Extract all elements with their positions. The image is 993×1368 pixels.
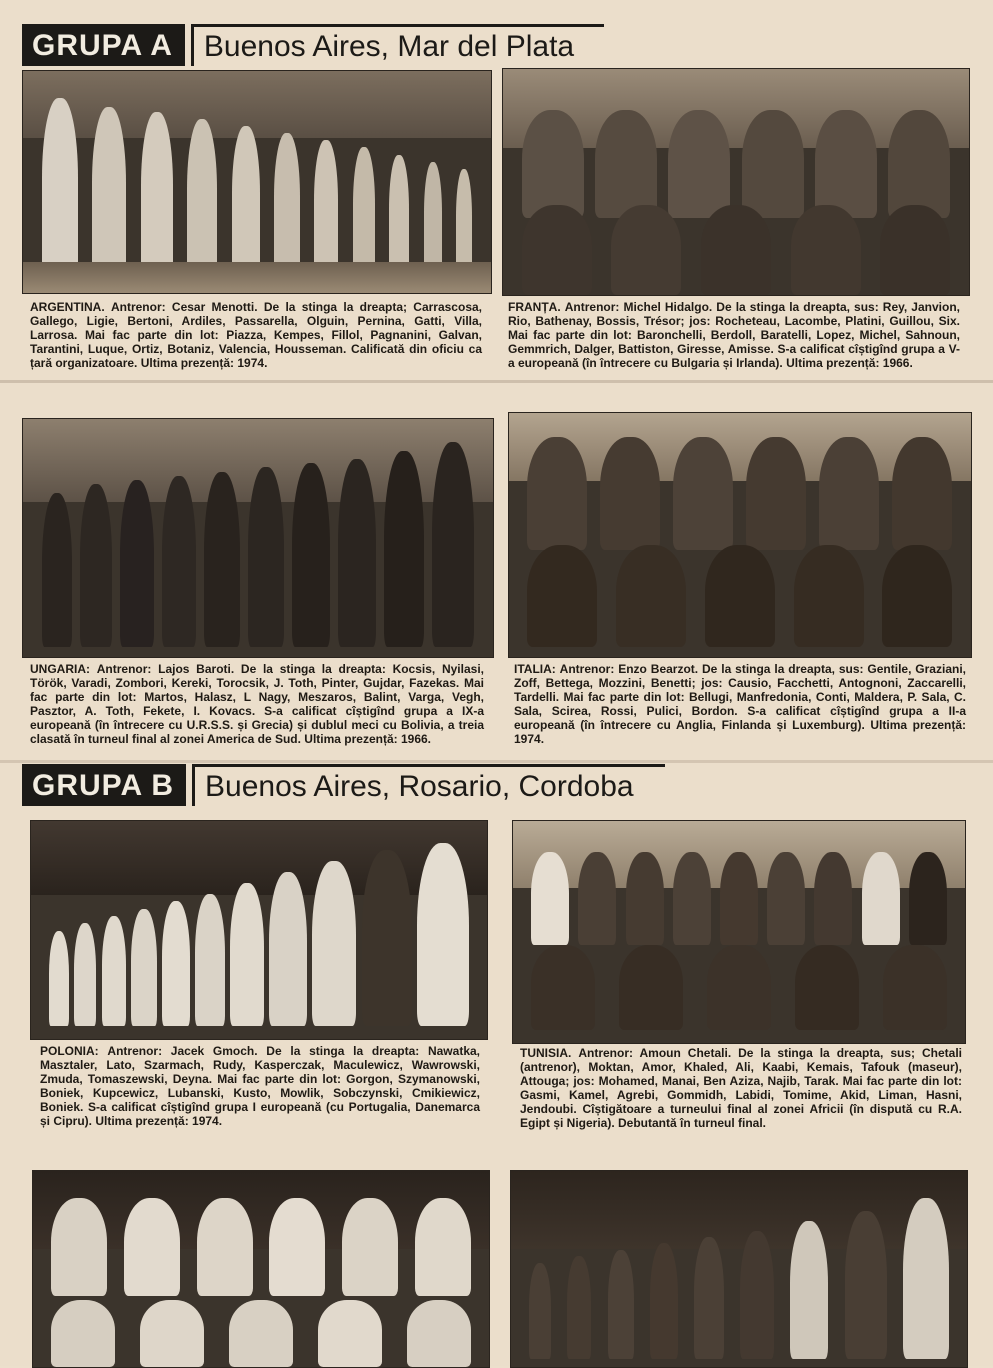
argentina-caption [30,300,482,370]
polonia-team-photo [30,820,488,1040]
group-a-tag: GRUPA A [22,24,185,66]
polonia-text: Antrenor: Jacek Gmoch. De la stinga la dreapta: Nawatka, Masztaler, Lato, Szarmach, Rudy, Kasperczak, Maculewicz, Wawrowski, Zmuda, Tomaszewski, Deyna. Mai fac parte din lot: Gorgon, Szymanowski, Boniek, Kupcewicz, Lubanski, Kusto, Mowlik, Sobczynski, Cmikiewicz, Boniek. S-a calificat cîștigînd grupa I europeană (cu Portugalia, Danemarca și Cipru). Ultima prezență: 1974. [40,1044,480,1128]
ungaria-text: Antrenor: Lajos Baroti. De la stinga la dreapta: Kocsis, Nyilasi, Török, Varadi, Zombori, Kereki, Torocsik, J. Toth, Pinter, Gujdar, Fazekas. Mai fac parte din lot: Martos, Halasz, L Nagy, Meszaros, Balint, Varga, Vegh, Pasztor, A. Toth, Fekete, I. Kovacs. S-a calificat cîștigînd grupa a IX-a europeană (în întrecere cu U.R.S.S. și Grecia) și dublul meci cu Bolivia, a treia clasată în turneul final al zonei America de Sud. Ultima prezență: 1966. [30,662,484,746]
group-b-cities: Buenos Aires, Rosario, Cordoba [192,764,665,806]
page-fold-line [0,760,993,763]
polonia-name: POLONIA: [40,1044,99,1058]
bottom-right-team-photo [510,1170,968,1368]
argentina-team-photo [22,70,492,294]
ungaria-name: UNGARIA: [30,662,90,676]
italia-name: ITALIA: [514,662,556,676]
group-a-header [22,24,604,66]
page-fold-line [0,380,993,383]
ungaria-team-photo [22,418,494,658]
polonia-caption [40,1044,480,1128]
italia-caption [514,662,966,746]
argentina-text: Antrenor: Cesar Menotti. De la stinga la dreapta; Carrascosa, Gallego, Ligie, Bertoni, Ardiles, Passarella, Olguin, Pernina, Gatti, Villa, Larrosa. Mai fac parte din lot: Piazza, Kempes, Fillol, Pagnanini, Galvan, Tarantini, Luque, Ortiz, Botaniz, Valencia, Housseman. Calificată din oficiu ca țară organizatoare. Ultima prezență: 1974. [30,300,482,370]
ungaria-caption [30,662,484,746]
tunisia-caption [520,1046,962,1130]
franta-name: FRANȚA. [508,300,561,314]
tunisia-team-photo [512,820,966,1044]
italia-team-photo [508,412,972,658]
group-a-cities: Buenos Aires, Mar del Plata [191,24,604,66]
franta-text: Antrenor: Michel Hidalgo. De la stinga la dreapta, sus: Rey, Janvion, Rio, Bathenay, Bossis, Trésor; jos: Rocheteau, Lacombe, Platini, Guillou, Six. Mai fac parte din lot: Baronchelli, Berdoll, Baratelli, Lopez, Michel, Sahnoun, Gemmrich, Dalger, Battiston, Giresse, Amisse. S-a calificat cîștigînd grupa a V-a europeană (în întrecere cu Bulgaria și Irlanda). Ultima prezență: 1966. [508,300,960,370]
franta-caption [508,300,960,370]
argentina-name: ARGENTINA. [30,300,105,314]
group-b-tag: GRUPA B [22,764,186,806]
italia-text: Antrenor: Enzo Bearzot. De la stinga la dreapta, sus: Gentile, Graziani, Zoff, Bettega, Mozzini, Benetti; jos: Causio, Facchetti, Antognoni, Zaccarelli, Tardelli. Mai fac parte din lot: Bellugi, Manfredonia, Conti, Maldera, P. Sala, C. Sala, Scirea, Rossi, Pulici, Bordon. S-a calificat cîștigînd grupa a II-a europeană (în întrecere cu Anglia, Finlanda și Luxemburg). Ultima prezență: 1974. [514,662,966,746]
group-b-header [22,764,665,806]
bottom-left-team-photo [32,1170,490,1368]
tunisia-text: Antrenor: Amoun Chetali. De la stinga la dreapta, sus; Chetali (antrenor), Moktan, Amor, Khaled, Ali, Kaabi, Kemais, Tafouk (maseur), Attouga; jos: Mohamed, Manai, Ben Aziza, Najib, Tarak. Mai fac parte din lot: Gasmi, Kamel, Agrebi, Gommidh, Labidi, Tomime, Akid, Liman, Hasni, Jendoubi. Cîștigătoare a turneului final al zonei Africii (în dispută cu R.A. Egipt și Nigeria). Debutantă în turneul final. [520,1046,962,1130]
tunisia-name: TUNISIA. [520,1046,572,1060]
franta-team-photo [502,68,970,296]
